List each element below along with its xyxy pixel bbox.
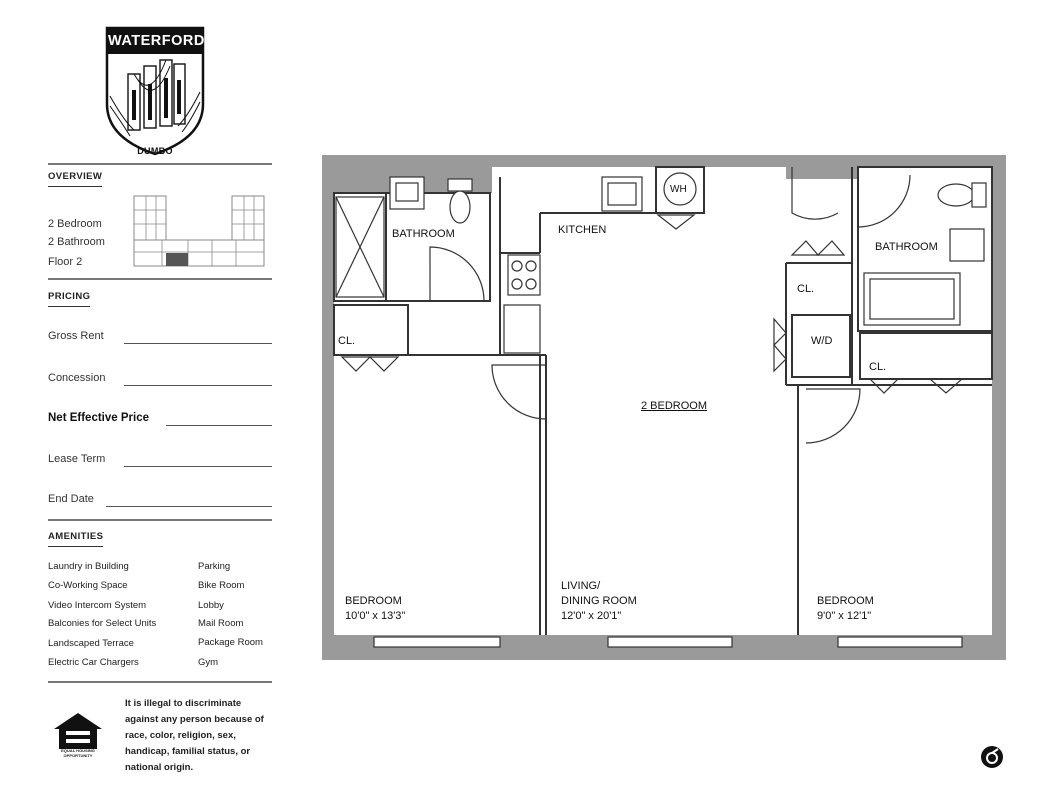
overview-bathrooms: 2 Bathroom bbox=[48, 236, 105, 248]
amenity-item: Co-Working Space bbox=[48, 580, 128, 591]
fair-housing-disclaimer: It is illegal to discriminate against any person because of race, color, religion, sex, handicap, familial status, or national origin. bbox=[125, 698, 264, 773]
pricing-heading: PRICING bbox=[48, 291, 90, 307]
eho-line-1: EQUAL HOUSING bbox=[61, 748, 95, 753]
room-label-living: LIVING/ bbox=[561, 580, 601, 592]
amenities-heading: AMENITIES bbox=[48, 531, 103, 547]
brand-name: WATERFORD bbox=[108, 29, 204, 53]
pricing-row-lease-term bbox=[48, 453, 272, 469]
room-label-bedroom-right: BEDROOM bbox=[817, 595, 874, 607]
sidebar bbox=[0, 0, 290, 800]
eho-line-2: OPPORTUNITY bbox=[63, 753, 93, 758]
room-label-bedroom-left: BEDROOM bbox=[345, 595, 402, 607]
pricing-label: Net Effective Price bbox=[48, 412, 149, 424]
amenity-item: Lobby bbox=[198, 600, 224, 611]
room-label-bathroom-left: BATHROOM bbox=[392, 228, 455, 240]
pricing-row-concession bbox=[48, 372, 272, 388]
pricing-label: Concession bbox=[48, 372, 106, 384]
room-label-kitchen: KITCHEN bbox=[558, 224, 607, 236]
overview-floor: Floor 2 bbox=[48, 256, 83, 268]
pricing-blank-line bbox=[124, 385, 272, 386]
room-label-water-heater: WH bbox=[670, 184, 687, 195]
pricing-label: End Date bbox=[48, 493, 94, 505]
divider bbox=[48, 163, 272, 165]
room-label-closet-mid: CL. bbox=[797, 283, 815, 295]
overview-heading: OVERVIEW bbox=[48, 171, 102, 187]
divider bbox=[48, 681, 272, 683]
amenity-item: Bike Room bbox=[198, 580, 245, 591]
overview-bedrooms: 2 Bedroom bbox=[48, 218, 102, 230]
pricing-label: Gross Rent bbox=[48, 330, 104, 342]
amenity-item: Balconies for Select Units bbox=[48, 618, 157, 629]
room-dims-bedroom-left: 10'0" x 13'3" bbox=[345, 610, 406, 622]
amenity-item: Mail Room bbox=[198, 618, 244, 629]
room-label-bathroom-right: BATHROOM bbox=[875, 241, 938, 253]
amenity-item: Laundry in Building bbox=[48, 561, 129, 572]
amenity-item: Landscaped Terrace bbox=[48, 638, 134, 649]
divider bbox=[48, 519, 272, 521]
divider bbox=[48, 278, 272, 280]
room-dims-living-dining: 12'0" x 20'1" bbox=[561, 610, 622, 622]
pricing-blank-line bbox=[124, 466, 272, 467]
pricing-label: Lease Term bbox=[48, 453, 106, 465]
equal-housing-label bbox=[46, 748, 110, 758]
brand-circle-icon bbox=[980, 745, 1004, 769]
room-label-closet-right: CL. bbox=[869, 361, 887, 373]
unit-type-label: 2 BEDROOM bbox=[641, 400, 708, 412]
pricing-blank-line bbox=[166, 425, 272, 426]
brand-subtitle: DUMBO bbox=[137, 146, 173, 156]
amenity-item: Package Room bbox=[198, 637, 263, 648]
pricing-row-end-date bbox=[48, 493, 272, 509]
pricing-row-gross-rent bbox=[48, 330, 272, 346]
pricing-blank-line bbox=[124, 343, 272, 344]
pricing-row-net-effective bbox=[48, 412, 272, 428]
pricing-blank-line bbox=[106, 506, 272, 507]
amenity-item: Electric Car Chargers bbox=[48, 657, 139, 668]
amenity-item: Parking bbox=[198, 561, 231, 572]
amenity-item: Gym bbox=[198, 657, 219, 668]
room-dims-bedroom-right: 9'0" x 12'1" bbox=[817, 610, 872, 622]
building-key-plan bbox=[132, 192, 272, 270]
room-label-closet-left: CL. bbox=[338, 335, 356, 347]
room-label-washer-dryer: W/D bbox=[811, 335, 833, 347]
room-label-dining: DINING ROOM bbox=[561, 595, 637, 607]
amenity-item: Video Intercom System bbox=[48, 600, 147, 611]
